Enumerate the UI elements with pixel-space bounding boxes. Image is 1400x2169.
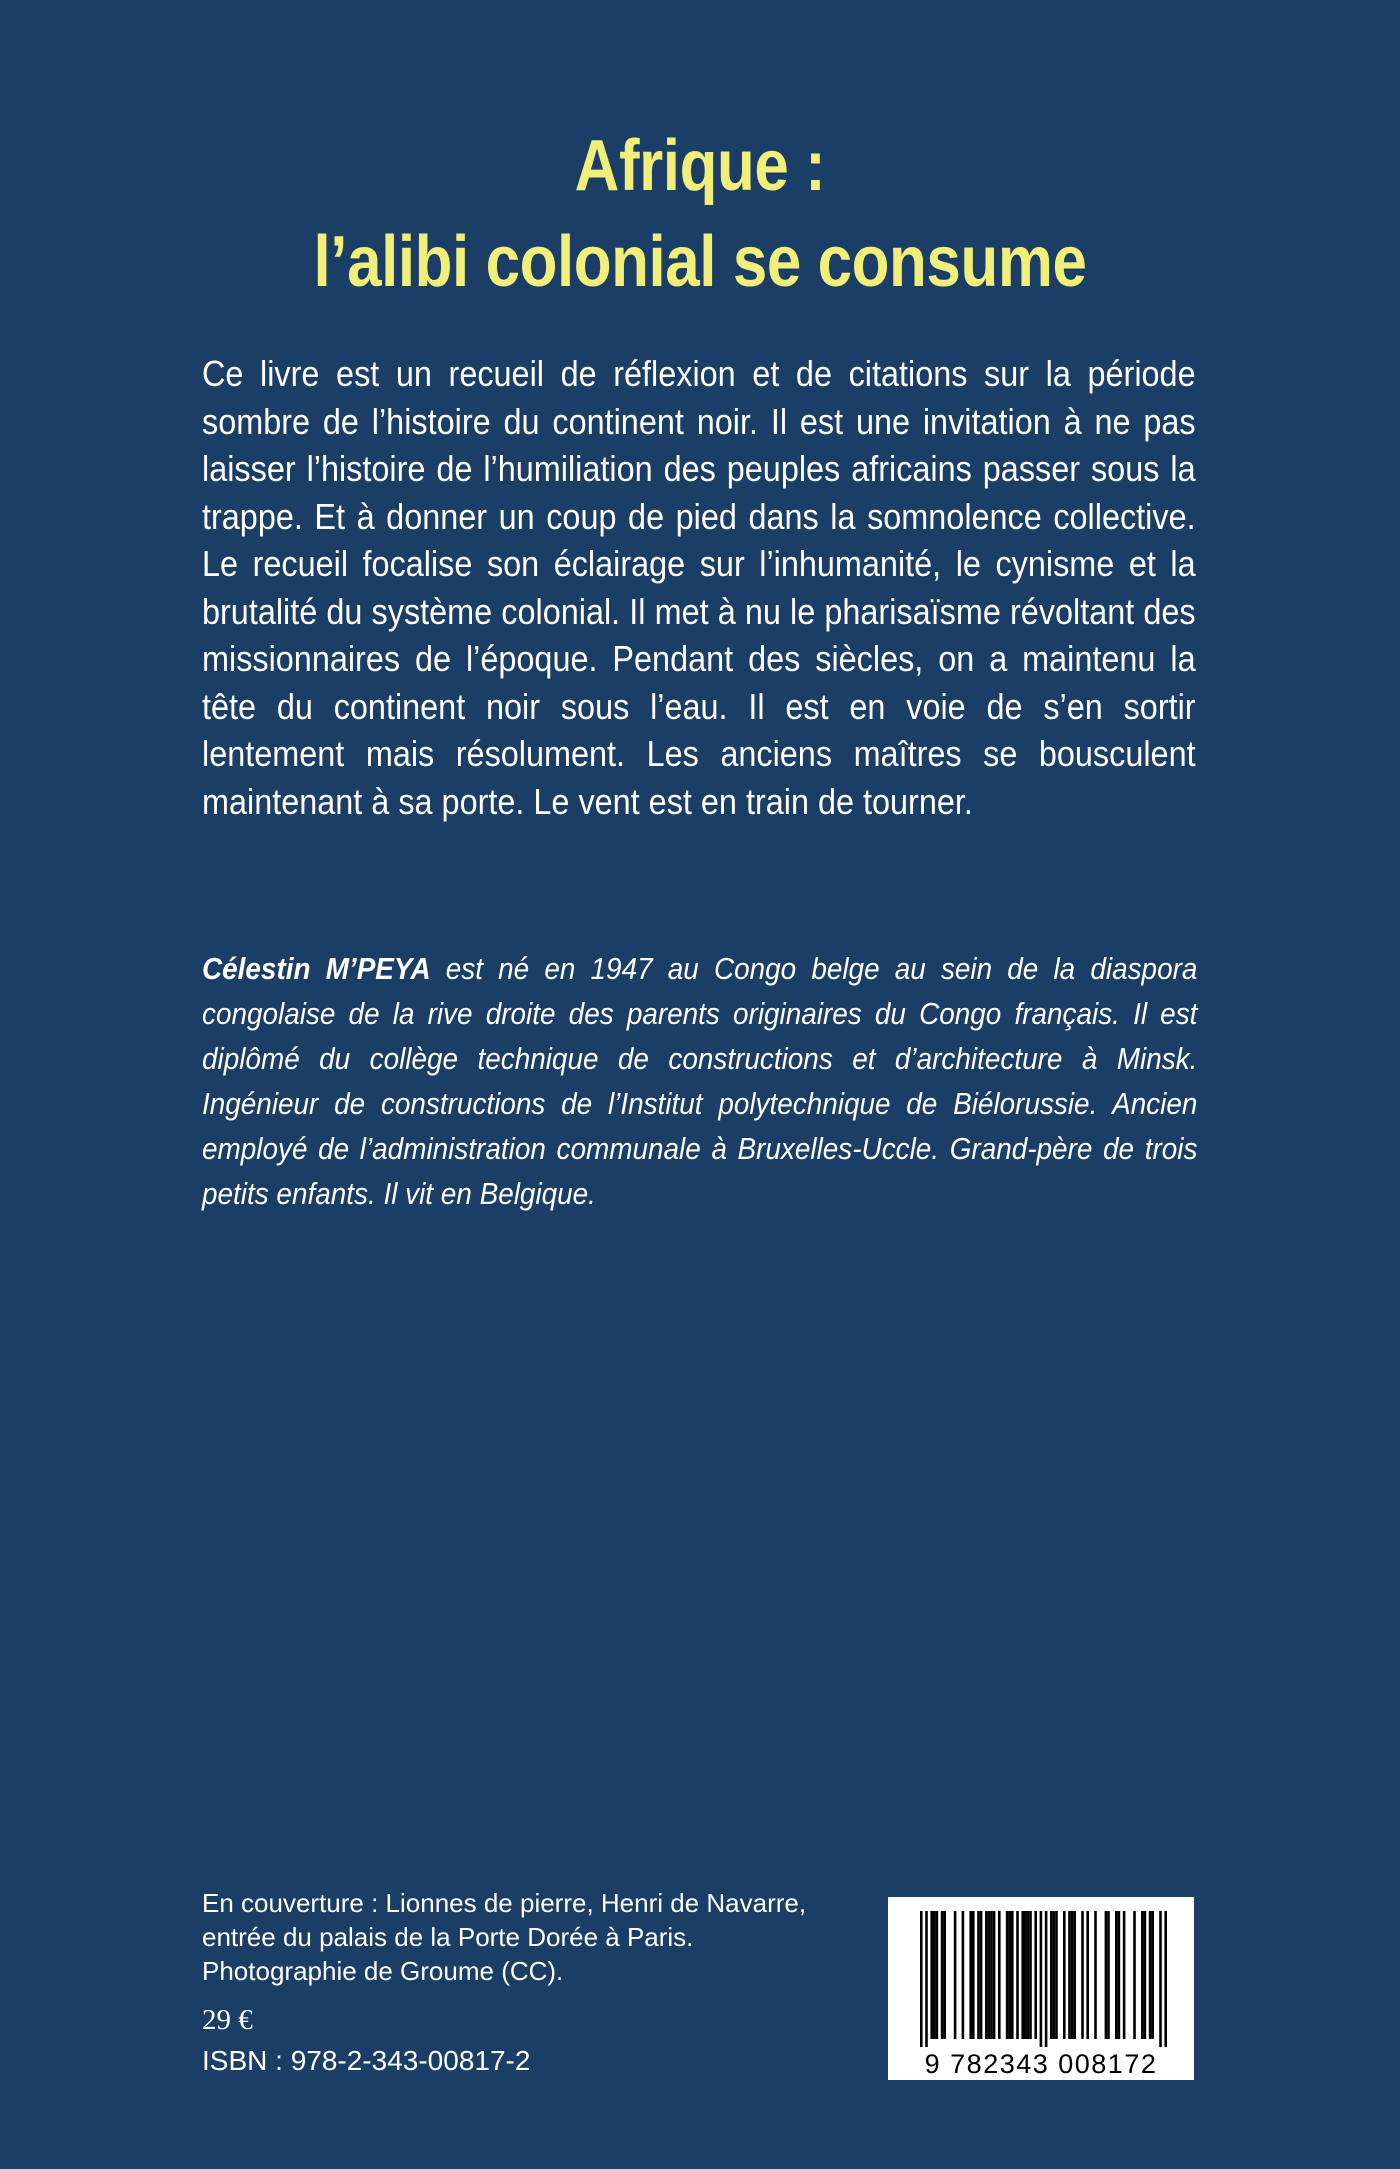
- barcode-bar: [954, 1911, 957, 2039]
- barcode-bar: [1029, 1911, 1032, 2039]
- barcode-bar: [1115, 1911, 1118, 2039]
- barcode-bar: [980, 1911, 983, 2039]
- barcode-bar: [1086, 1911, 1089, 2039]
- cover-credit-line-2: entrée du palais de la Porte Dorée à Paris.: [202, 1922, 694, 1952]
- barcode-bar: [998, 1911, 1001, 2039]
- barcode-bar: [1063, 1911, 1066, 2039]
- barcode-bar: [962, 1911, 965, 2039]
- barcode-bar: [1045, 1911, 1048, 2047]
- barcode-bar: [985, 1911, 988, 2039]
- barcode-bar: [1021, 1911, 1024, 2039]
- barcode-bar: [920, 1911, 923, 2047]
- author-bio: [202, 946, 1197, 1216]
- barcode-bar: [1159, 1911, 1162, 2047]
- barcode-bar: [1016, 1911, 1019, 2039]
- barcode-bar: [1040, 1911, 1043, 2047]
- barcode-bar: [969, 1911, 972, 2039]
- barcode-bars: [920, 1911, 1167, 2047]
- barcode-bar: [1151, 1911, 1154, 2039]
- barcode-bar: [1144, 1911, 1147, 2039]
- barcode-bar: [993, 1911, 996, 2039]
- price: 29 €: [202, 2004, 253, 2036]
- barcode-bar: [1133, 1911, 1136, 2039]
- barcode-bar: [1149, 1911, 1152, 2039]
- author-bio-text: est né en 1947 au Congo belge au sein de la diaspora congolaise de la rive droite des parents originaires du Congo français. Il est diplômé du collège technique de constructions et d’architecture à Minsk. Ingénieur de constructions de l’Institut polytechnique de Biélorussie. Ancien employé de l’administration communale à Bruxelles-Uccle. Grand-père de trois petits enfants. Il vit en Belgique.: [202, 951, 1198, 1211]
- barcode-bar: [1073, 1911, 1076, 2039]
- barcode-bar: [1011, 1911, 1014, 2039]
- barcode-graphic: [888, 1897, 1194, 2080]
- barcode-bar: [925, 1911, 928, 2047]
- barcode-bar: [988, 1911, 991, 2039]
- barcode-bar: [1068, 1911, 1071, 2039]
- barcode-bar: [1118, 1911, 1121, 2039]
- barcode-bar: [1055, 1911, 1058, 2039]
- barcode-bar: [943, 1911, 946, 2039]
- title-line-2: l’alibi colonial se consume: [313, 222, 1087, 302]
- barcode: [888, 1897, 1194, 2080]
- barcode-bar: [1071, 1911, 1074, 2039]
- barcode-bar: [1123, 1911, 1126, 2039]
- isbn: ISBN : 978-2-343-00817-2: [202, 2045, 531, 2076]
- cover-credit-line-3: Photographie de Groume (CC).: [202, 1956, 564, 1986]
- author-name: Célestin M’PEYA: [202, 951, 431, 986]
- barcode-bar: [1105, 1911, 1108, 2039]
- barcode-bar: [1008, 1911, 1011, 2039]
- barcode-digits: 9 782343 008172: [924, 2049, 1158, 2079]
- barcode-bar: [1141, 1911, 1144, 2039]
- barcode-bar: [936, 1911, 939, 2039]
- barcode-bar: [930, 1911, 933, 2039]
- cover-credit-line-1: En couverture : Lionnes de pierre, Henri de Navarre,: [202, 1888, 807, 1918]
- barcode-bar: [941, 1911, 944, 2039]
- barcode-bar: [972, 1911, 975, 2039]
- barcode-bar: [1081, 1911, 1084, 2039]
- barcode-bar: [933, 1911, 936, 2039]
- barcode-bar: [1024, 1911, 1027, 2039]
- barcode-bar: [1164, 1911, 1167, 2047]
- barcode-bar: [990, 1911, 993, 2039]
- title-line-1: Afrique :: [574, 126, 826, 206]
- barcode-bar: [1053, 1911, 1056, 2039]
- barcode-bar: [1006, 1911, 1009, 2039]
- barcode-bar: [1094, 1911, 1097, 2039]
- barcode-bar: [1107, 1911, 1110, 2039]
- cover-credit: [202, 1886, 902, 1988]
- barcode-bar: [1050, 1911, 1053, 2039]
- barcode-bar: [977, 1911, 980, 2039]
- barcode-bar: [1034, 1911, 1037, 2039]
- book-summary: Ce livre est un recueil de réflexion et de citations sur la période sombre de l’histoire du continent noir. Il est une invitation à ne pas laisser l’histoire de l’humiliation des peuples africains passer sous la trappe. Et à donner un coup de pied dans la somnolence collective. Le recueil focalise son éclairage sur l’inhumanité, le cynisme et la brutalité du système colonial. Il met à nu le pharisaïsme révoltant des missionnaires de l’époque. Pendant des siècles, on a maintenu la tête du continent noir sous l’eau. Il est en voie de s’en sortir lentement mais résolument. Les anciens maîtres se bousculent maintenant à sa porte. Le vent est en train de tourner.: [202, 353, 1196, 822]
- book-title: [98, 118, 1302, 310]
- barcode-bar: [1027, 1911, 1030, 2039]
